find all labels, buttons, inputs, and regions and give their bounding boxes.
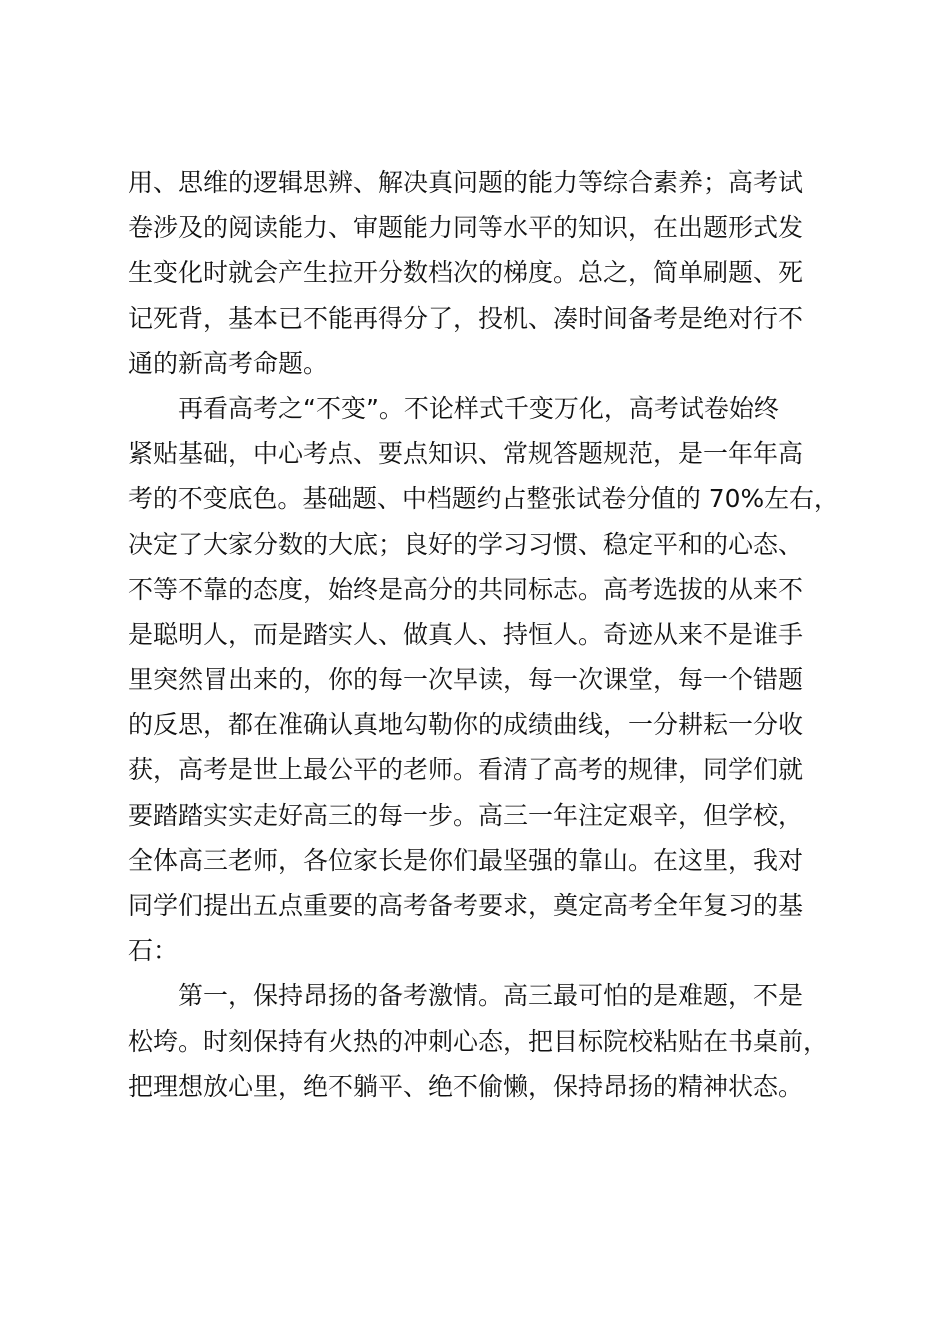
paragraph-first-point — [128, 973, 840, 1109]
text-line: 第一，保持昂扬的备考激情。高三最可怕的是难题，不是 — [178, 981, 804, 1011]
text-line: 卷涉及的阅读能力、审题能力同等水平的知识，在出题形式发 — [128, 213, 804, 243]
text-line: 的反思，都在准确认真地勾勒你的成绩曲线，一分耕耘一分收 — [128, 710, 804, 740]
paragraph-continuation — [128, 160, 840, 386]
document-page — [128, 160, 840, 1109]
text-line: 石： — [128, 936, 179, 966]
text-line: 考的不变底色。基础题、中档题约占整张试卷分值的 70%左右， — [128, 484, 839, 514]
text-line: 不等不靠的态度，始终是高分的共同标志。高考选拔的从来不 — [128, 574, 804, 604]
text-line: 同学们提出五点重要的高考备考要求，奠定高考全年复习的基 — [128, 891, 804, 920]
text-line: 获，高考是世上最公平的老师。看清了高考的规律，同学们就 — [128, 755, 804, 785]
text-line: 生变化时就会产生拉开分数档次的梯度。总之，简单刷题、死 — [128, 258, 804, 288]
text-line: 通的新高考命题。 — [128, 348, 329, 378]
text-line: 记死背，基本已不能再得分了，投机、凑时间备考是绝对行不 — [128, 303, 804, 333]
text-line: 松垮。时刻保持有火热的冲刺心态，把目标院校粘贴在书桌前， — [128, 1026, 829, 1056]
text-line: 把理想放心里，绝不躺平、绝不偷懒，保持昂扬的精神状态。 — [128, 1071, 804, 1101]
text-line: 要踏踏实实走好高三的每一步。高三一年注定艰辛，但学校， — [128, 800, 804, 830]
text-line: 是聪明人，而是踏实人、做真人、持恒人。奇迹从来不是谁手 — [128, 619, 804, 649]
text-line: 用、思维的逻辑思辨、解决真问题的能力等综合素养；高考试 — [128, 168, 804, 197]
text-line: 决定了大家分数的大底；良好的学习习惯、稳定平和的心态、 — [128, 529, 804, 559]
text-line: 里突然冒出来的，你的每一次早读，每一次课堂，每一个错题 — [128, 665, 804, 695]
text-line: 全体高三老师，各位家长是你们最坚强的靠山。在这里，我对 — [128, 845, 804, 875]
text-line: 紧贴基础，中心考点、要点知识、常规答题规范，是一年年高 — [128, 439, 804, 469]
paragraph-unchanged — [128, 386, 840, 973]
text-line: 再看高考之“不变”。不论样式千变万化，高考试卷始终 — [178, 393, 779, 423]
